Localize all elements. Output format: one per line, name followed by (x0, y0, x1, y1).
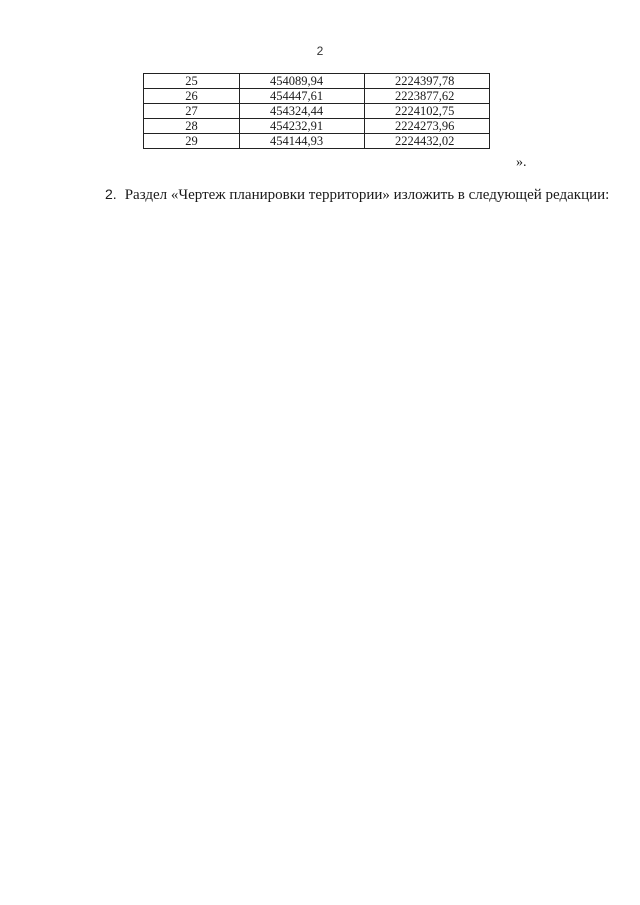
paragraph-2 (105, 186, 609, 204)
page-number: 2 (316, 44, 324, 58)
x-coordinate-cell: 454447,61 (240, 89, 365, 104)
closing-quote: ». (516, 155, 527, 170)
coordinates-table (143, 73, 490, 149)
table-row (144, 119, 490, 134)
paragraph-number: 2. (105, 186, 117, 202)
point-number-cell: 27 (144, 104, 240, 119)
table-row (144, 134, 490, 149)
x-coordinate-cell: 454232,91 (240, 119, 365, 134)
x-coordinate-cell: 454144,93 (240, 134, 365, 149)
table-row (144, 74, 490, 89)
x-coordinate-cell: 454089,94 (240, 74, 365, 89)
y-coordinate-cell: 2223877,62 (365, 89, 490, 104)
point-number-cell: 26 (144, 89, 240, 104)
y-coordinate-cell: 2224273,96 (365, 119, 490, 134)
paragraph-text: Раздел «Чертеж планировки территории» изложить в следующей редакции: (124, 187, 610, 203)
table-row (144, 89, 490, 104)
point-number-cell: 25 (144, 74, 240, 89)
point-number-cell: 29 (144, 134, 240, 149)
y-coordinate-cell: 2224102,75 (365, 104, 490, 119)
table-row (144, 104, 490, 119)
point-number-cell: 28 (144, 119, 240, 134)
y-coordinate-cell: 2224432,02 (365, 134, 490, 149)
x-coordinate-cell: 454324,44 (240, 104, 365, 119)
y-coordinate-cell: 2224397,78 (365, 74, 490, 89)
